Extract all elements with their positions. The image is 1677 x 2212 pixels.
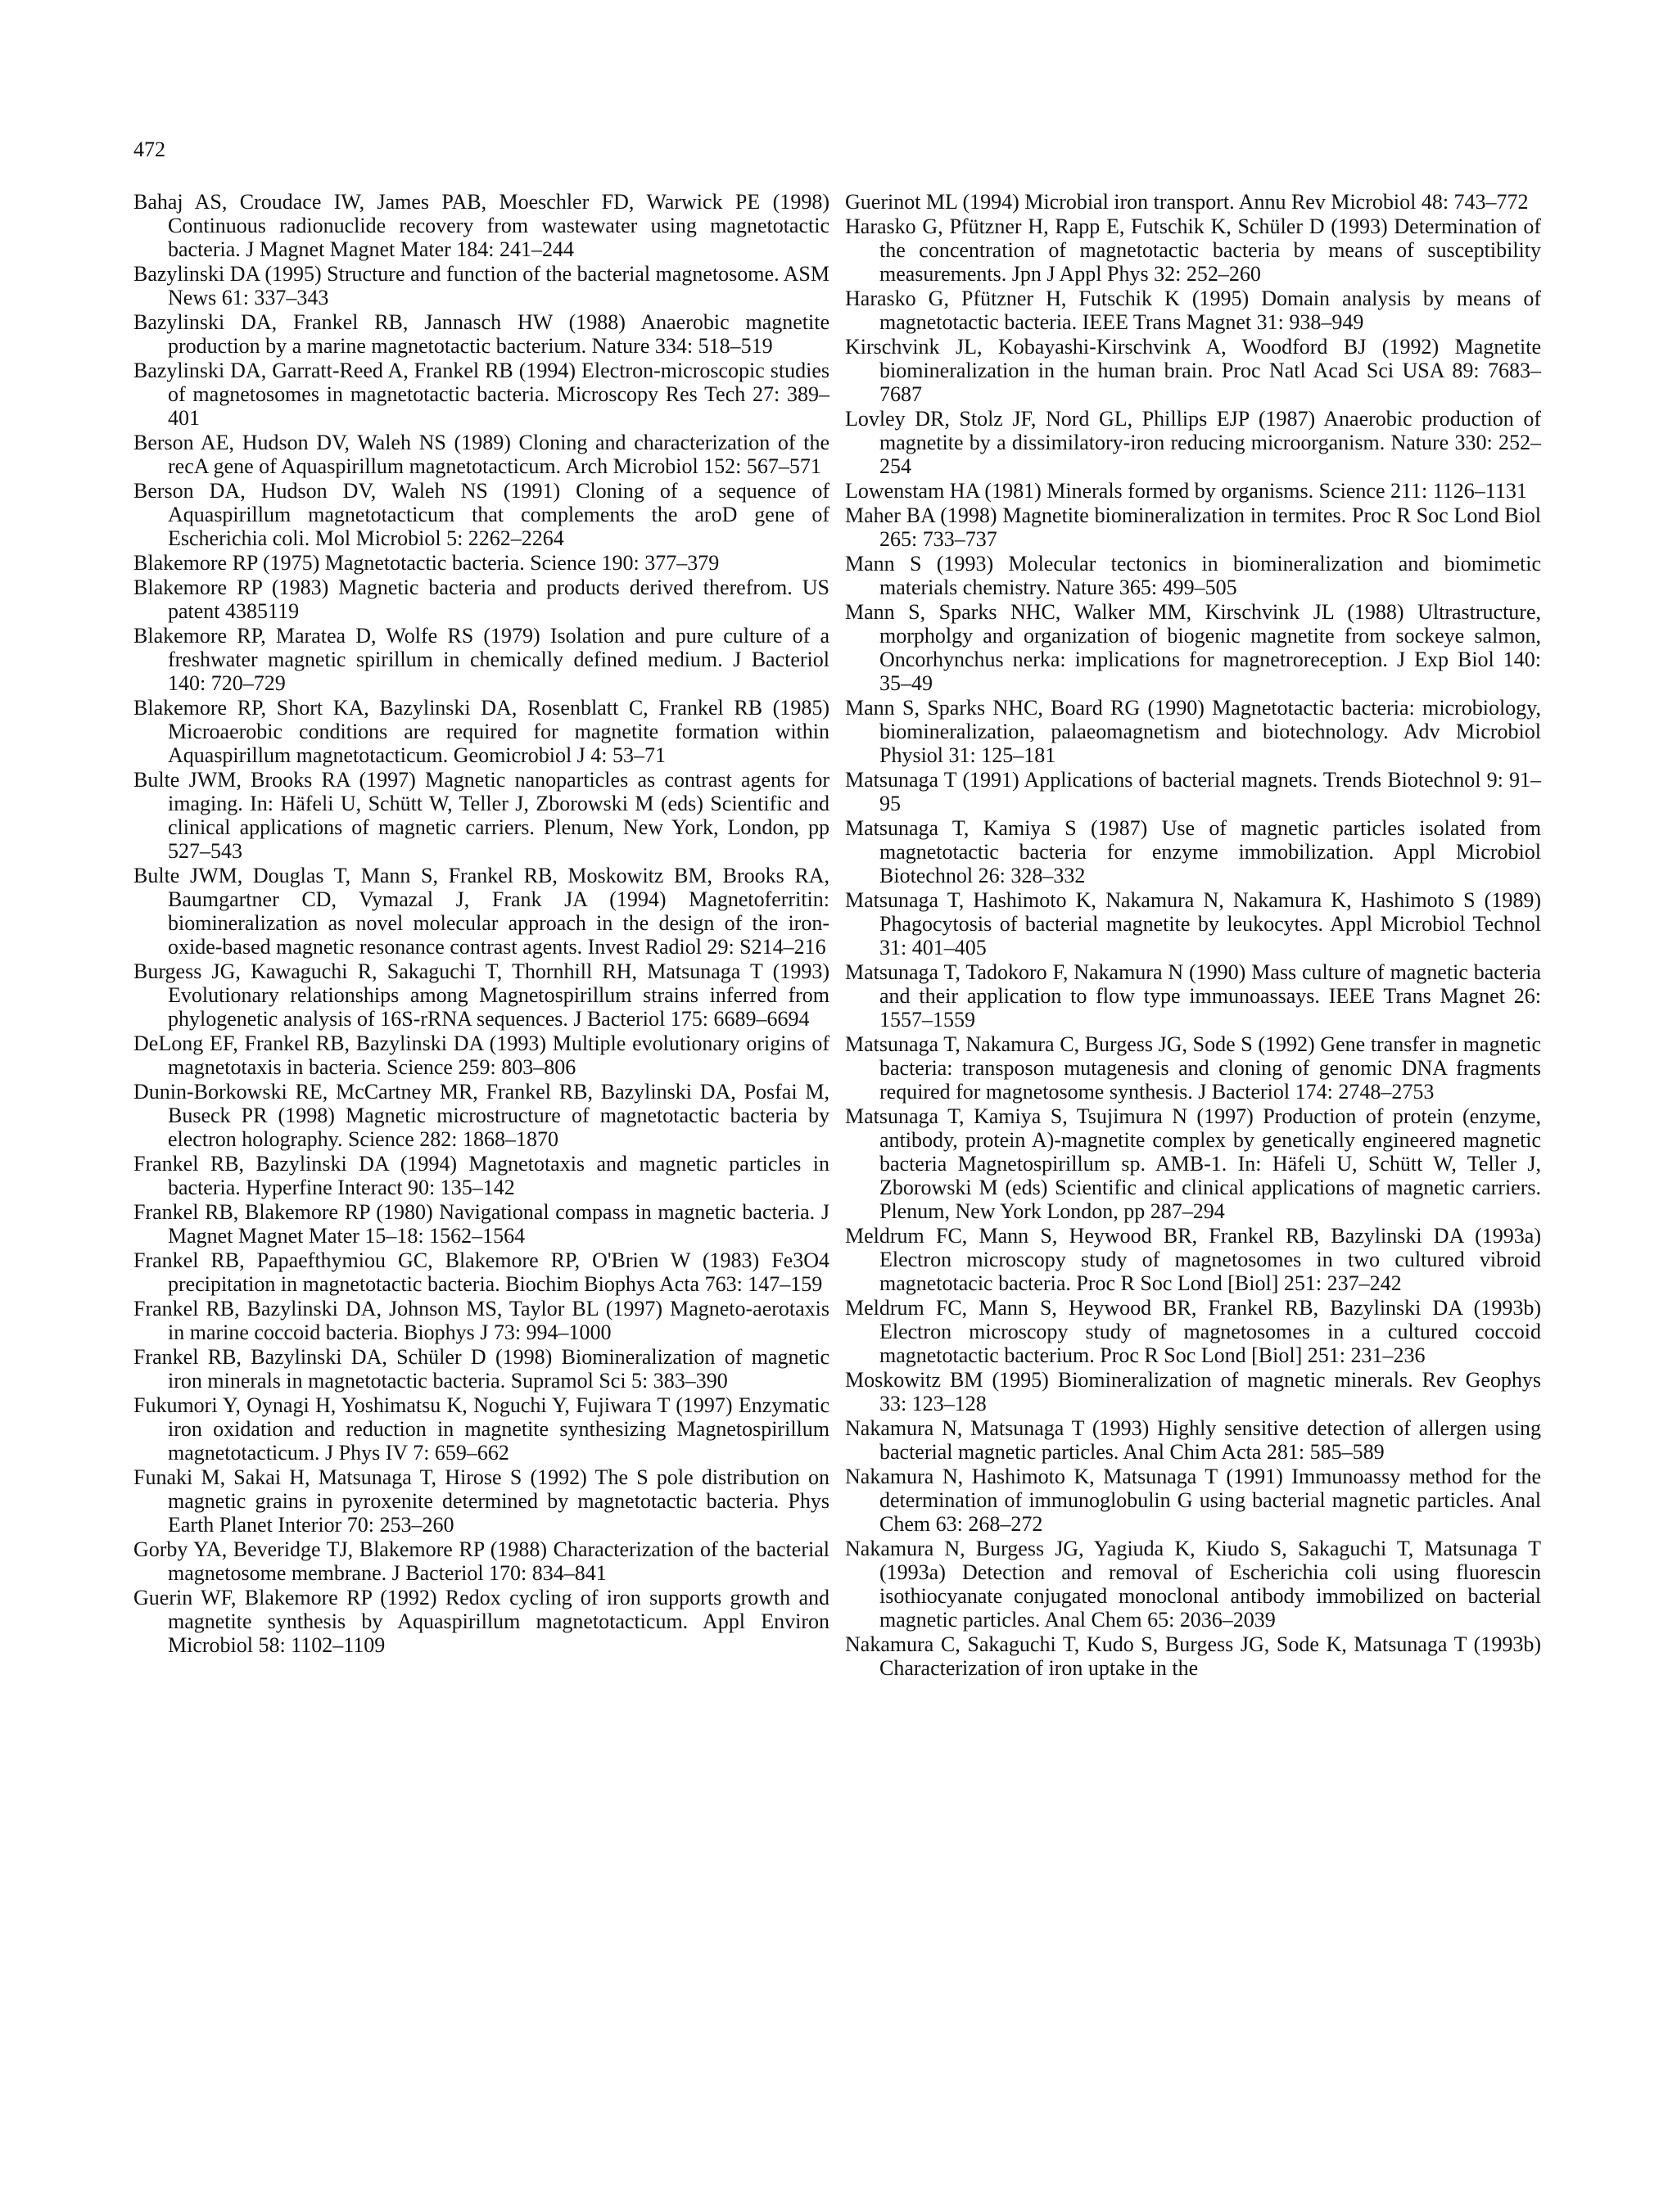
ref-text: Lovley DR, Stolz JF, Nord GL, Phillips EJP (1987) Anaerobic production of magnetite by a dissimilatory-iron reducing microorganism. Nature 330: 252–254 — [845, 407, 1547, 478]
reference-entry — [845, 503, 1547, 551]
reference-entry — [133, 576, 835, 623]
ref-text: Bazylinski DA, Frankel RB, Jannasch HW (1988) Anaerobic magnetite production by a marine magnetotactic bacterium. Nature 334: 518–519 — [133, 310, 835, 358]
reference-entry — [845, 407, 1547, 478]
ref-text: DeLong EF, Frankel RB, Bazylinski DA (1993) Multiple evolutionary origins of magnetotaxis in bacteria. Science 259: 803–806 — [133, 1032, 835, 1079]
reference-entry — [133, 696, 835, 767]
ref-text: Kirschvink JL, Kobayashi-Kirschvink A, Woodford BJ (1992) Magnetite biomineralization in the human brain. Proc Natl Acad Sci USA 89: 7683–7687 — [845, 335, 1547, 406]
ref-text: Bulte JWM, Brooks RA (1997) Magnetic nanoparticles as contrast agents for imaging. In: Häfeli U, Schütt W, Teller J, Zborowski M (eds) Scientific and clinical applications of magnetic carriers. Plenum, New York, London, pp 527–543 — [133, 768, 835, 863]
ref-text: Matsunaga T, Hashimoto K, Nakamura N, Nakamura K, Hashimoto S (1989) Phagocytosis of bacterial magnetite by leukocytes. Appl Microbiol Technol 31: 401–405 — [845, 888, 1547, 959]
ref-text: Mann S (1993) Molecular tectonics in biomineralization and biomimetic materials chemistry. Nature 365: 499–505 — [845, 552, 1547, 599]
ref-text: Harasko G, Pfützner H, Futschik K (1995) Domain analysis by means of magnetotactic bacteria. IEEE Trans Magnet 31: 938–949 — [845, 287, 1547, 334]
ref-text: Bahaj AS, Croudace IW, James PAB, Moeschler FD, Warwick PE (1998) Continuous radionuclide recovery from wastewater using magnetotactic bacteria. J Magnet Magnet Mater 184: 241–244 — [133, 190, 835, 261]
reference-entry — [133, 1032, 835, 1079]
ref-text: Blakemore RP, Short KA, Bazylinski DA, Rosenblatt C, Frankel RB (1985) Microaerobic conditions are required for magnetite formation within Aquaspirillum magnetotacticum. Geomicrobiol J 4: 53–71 — [133, 696, 835, 767]
reference-entry — [133, 262, 835, 309]
reference-entry — [133, 1200, 835, 1248]
reference-entry — [133, 1393, 835, 1465]
reference-entry — [845, 1368, 1547, 1415]
reference-entry — [845, 696, 1547, 767]
ref-text: Gorby YA, Beveridge TJ, Blakemore RP (1988) Characterization of the bacterial magnetosome membrane. J Bacteriol 170: 834–841 — [133, 1537, 835, 1585]
ref-text: Meldrum FC, Mann S, Heywood BR, Frankel RB, Bazylinski DA (1993b) Electron microscopy study of magnetosomes in a cultured coccoid magnetotactic bacterium. Proc R Soc Lond [Biol] 251: 231–236 — [845, 1296, 1547, 1367]
ref-text: Frankel RB, Blakemore RP (1980) Navigational compass in magnetic bacteria. J Magnet Magnet Mater 15–18: 1562–1564 — [133, 1200, 835, 1248]
ref-text: Mann S, Sparks NHC, Walker MM, Kirschvink JL (1988) Ultrastructure, morpholgy and organization of biogenic magnetite from sockeye salmon, Oncorhynchus nerka: implications for magnetroreception. J Exp Biol 140: 35–49 — [845, 600, 1547, 695]
reference-entry — [133, 1586, 835, 1657]
ref-text: Nakamura N, Burgess JG, Yagiuda K, Kiudo S, Sakaguchi T, Matsunaga T (1993a) Detection and removal of Escherichia coli using fluorescin isothiocyanate conjugated monoclonal antibody immobilized on bacterial magnetic particles. Anal Chem 65: 2036–2039 — [845, 1537, 1547, 1632]
ref-text: Frankel RB, Bazylinski DA (1994) Magnetotaxis and magnetic particles in bacteria. Hyperfine Interact 90: 135–142 — [133, 1152, 835, 1199]
reference-entry — [133, 431, 835, 478]
reference-entry — [845, 552, 1547, 599]
reference-entry — [845, 479, 1541, 503]
ref-text: Mann S, Sparks NHC, Board RG (1990) Magnetotactic bacteria: microbiology, biomineralization, palaeomagnetism and biotechnology. Adv Microbiol Physiol 31: 125–181 — [845, 696, 1547, 767]
ref-text: Frankel RB, Bazylinski DA, Johnson MS, Taylor BL (1997) Magneto-aerotaxis in marine coccoid bacteria. Biophys J 73: 994–1000 — [133, 1297, 835, 1344]
ref-text: Guerinot ML (1994) Microbial iron transport. Annu Rev Microbiol 48: 743–772 — [845, 190, 1529, 214]
reference-entry — [845, 190, 1541, 214]
ref-text: Matsunaga T (1991) Applications of bacterial magnets. Trends Biotechnol 9: 91–95 — [845, 768, 1541, 815]
reference-entry — [845, 768, 1541, 815]
reference-entry — [133, 1248, 835, 1296]
ref-text: Berson AE, Hudson DV, Waleh NS (1989) Cloning and characterization of the recA gene of Aquaspirillum magnetotacticum. Arch Microbiol 152: 567–571 — [133, 431, 835, 478]
ref-text: Maher BA (1998) Magnetite biomineralization in termites. Proc R Soc Lond Biol 265: 733–737 — [845, 503, 1547, 551]
reference-entry — [133, 190, 835, 261]
reference-entry — [845, 1296, 1547, 1367]
ref-text: Bulte JWM, Douglas T, Mann S, Frankel RB, Moskowitz BM, Brooks RA, Baumgartner CD, Vymazal J, Frank JA (1994) Magnetoferritin: biomineralization as novel molecular approach in the design of the iron-oxide-based magnetic resonance contrast agents. Invest Radiol 29: S214–216 — [133, 864, 835, 959]
reference-entry — [133, 864, 835, 959]
reference-entry — [133, 768, 835, 863]
reference-entry — [133, 624, 835, 695]
reference-entry — [133, 359, 835, 430]
ref-text: Berson DA, Hudson DV, Waleh NS (1991) Cloning of a sequence of Aquaspirillum magnetotacticum that complements the aroD gene of Escherichia coli. Mol Microbiol 5: 2262–2264 — [133, 479, 835, 550]
reference-entry — [845, 214, 1547, 286]
ref-text: Frankel RB, Papaefthymiou GC, Blakemore RP, O'Brien W (1983) Fe3O4 precipitation in magnetotactic bacteria. Biochim Biophys Acta 763: 147–159 — [133, 1248, 835, 1296]
reference-entry — [845, 600, 1547, 695]
reference-entry — [845, 816, 1547, 887]
ref-text: Blakemore RP (1983) Magnetic bacteria and products derived therefrom. US patent 4385119 — [133, 576, 835, 623]
reference-entry — [133, 1080, 835, 1151]
ref-text: Funaki M, Sakai H, Matsunaga T, Hirose S (1992) The S pole distribution on magnetic grains in pyroxenite determined by magnetotactic bacteria. Phys Earth Planet Interior 70: 253–260 — [133, 1465, 835, 1537]
ref-text: Blakemore RP (1975) Magnetotactic bacteria. Science 190: 377–379 — [133, 551, 720, 575]
reference-entry — [133, 1297, 835, 1344]
ref-text: Matsunaga T, Kamiya S (1987) Use of magnetic particles isolated from magnetotactic bacteria for enzyme immobilization. Appl Microbiol Biotechnol 26: 328–332 — [845, 816, 1547, 887]
reference-entry — [845, 1537, 1547, 1632]
ref-text: Bazylinski DA, Garratt-Reed A, Frankel RB (1994) Electron-microscopic studies of magnetosomes in magnetotactic bacteria. Microscopy Res Tech 27: 389–401 — [133, 359, 835, 430]
ref-text: Bazylinski DA (1995) Structure and function of the bacterial magnetosome. ASM News 61: 337–343 — [133, 262, 835, 309]
references-right-column — [845, 190, 1547, 1681]
ref-text: Burgess JG, Kawaguchi R, Sakaguchi T, Thornhill RH, Matsunaga T (1993) Evolutionary relationships among Magnetospirillum strains inferred from phylogenetic analysis of 16S-rRNA sequences. J Bacteriol 175: 6689–6694 — [133, 959, 835, 1031]
reference-entry — [133, 1345, 835, 1393]
ref-text: Matsunaga T, Nakamura C, Burgess JG, Sode S (1992) Gene transfer in magnetic bacteria: transposon mutagenesis and cloning of genomic DNA fragments required for magnetosome synthesis. J Bacteriol 174: 2748–2753 — [845, 1032, 1547, 1104]
ref-text: Matsunaga T, Kamiya S, Tsujimura N (1997) Production of protein (enzyme, antibody, protein A)-magnetite complex by genetically engineered magnetic bacteria Magnetospirillum sp. AMB-1. In: Häfeli U, Schütt W, Teller J, Zborowski M (eds) Scientific and clinical applications of magnetic carriers. Plenum, New York London, pp 287–294 — [845, 1104, 1547, 1223]
reference-entry — [133, 551, 829, 575]
reference-entry — [845, 1224, 1547, 1295]
ref-text: Blakemore RP, Maratea D, Wolfe RS (1979) Isolation and pure culture of a freshwater magnetic spirillum in chemically defined medium. J Bacteriol 140: 720–729 — [133, 624, 835, 695]
ref-text: Fukumori Y, Oynagi H, Yoshimatsu K, Noguchi Y, Fujiwara T (1997) Enzymatic iron oxidation and reduction in magnetite synthesizing Magnetospirillum magnetotacticum. J Phys IV 7: 659–662 — [133, 1393, 835, 1465]
ref-text: Moskowitz BM (1995) Biomineralization of magnetic minerals. Rev Geophys 33: 123–128 — [845, 1368, 1547, 1415]
ref-text: Meldrum FC, Mann S, Heywood BR, Frankel RB, Bazylinski DA (1993a) Electron microscopy study of magnetosomes in two cultured vibroid magnetotacic bacteria. Proc R Soc Lond [Biol] 251: 237–242 — [845, 1224, 1547, 1295]
reference-entry — [845, 1104, 1547, 1223]
ref-text: Dunin-Borkowski RE, McCartney MR, Frankel RB, Bazylinski DA, Posfai M, Buseck PR (1998) Magnetic microstructure of magnetotactic bacteria by electron holography. Science 282: 1868–1870 — [133, 1080, 835, 1151]
ref-text: Guerin WF, Blakemore RP (1992) Redox cycling of iron supports growth and magnetite synthesis by Aquaspirillum magnetotacticum. Appl Environ Microbiol 58: 1102–1109 — [133, 1586, 835, 1657]
reference-entry — [133, 1537, 835, 1585]
ref-text: Nakamura N, Hashimoto K, Matsunaga T (1991) Immunoassy method for the determination of immunoglobulin G using bacterial magnetic particles. Anal Chem 63: 268–272 — [845, 1465, 1547, 1536]
reference-entry — [845, 1416, 1547, 1464]
reference-entry — [845, 1032, 1547, 1104]
page-number: 472 — [133, 138, 165, 161]
reference-entry — [845, 335, 1547, 406]
ref-text: Harasko G, Pfützner H, Rapp E, Futschik K, Schüler D (1993) Determination of the concentration of magnetotactic bacteria by means of susceptibility measurements. Jpn J Appl Phys 32: 252–260 — [845, 214, 1547, 286]
references-left-column — [133, 190, 835, 1658]
ref-text: Nakamura C, Sakaguchi T, Kudo S, Burgess JG, Sode K, Matsunaga T (1993b) Characterization of iron uptake in the — [845, 1632, 1547, 1680]
reference-entry — [845, 960, 1547, 1032]
reference-entry — [133, 1152, 835, 1199]
reference-entry — [133, 959, 835, 1031]
reference-entry — [133, 1465, 835, 1537]
reference-entry — [133, 479, 835, 550]
reference-entry — [133, 310, 835, 358]
reference-entry — [845, 1632, 1547, 1680]
ref-text: Nakamura N, Matsunaga T (1993) Highly sensitive detection of allergen using bacterial magnetic particles. Anal Chim Acta 281: 585–589 — [845, 1416, 1547, 1464]
reference-entry — [845, 287, 1547, 334]
reference-entry — [845, 1465, 1547, 1536]
ref-text: Lowenstam HA (1981) Minerals formed by organisms. Science 211: 1126–1131 — [845, 479, 1527, 503]
ref-text: Frankel RB, Bazylinski DA, Schüler D (1998) Biomineralization of magnetic iron minerals in magnetotactic bacteria. Supramol Sci 5: 383–390 — [133, 1345, 835, 1393]
reference-entry — [845, 888, 1547, 959]
ref-text: Matsunaga T, Tadokoro F, Nakamura N (1990) Mass culture of magnetic bacteria and their application to flow type immunoassays. IEEE Trans Magnet 26: 1557–1559 — [845, 960, 1547, 1032]
